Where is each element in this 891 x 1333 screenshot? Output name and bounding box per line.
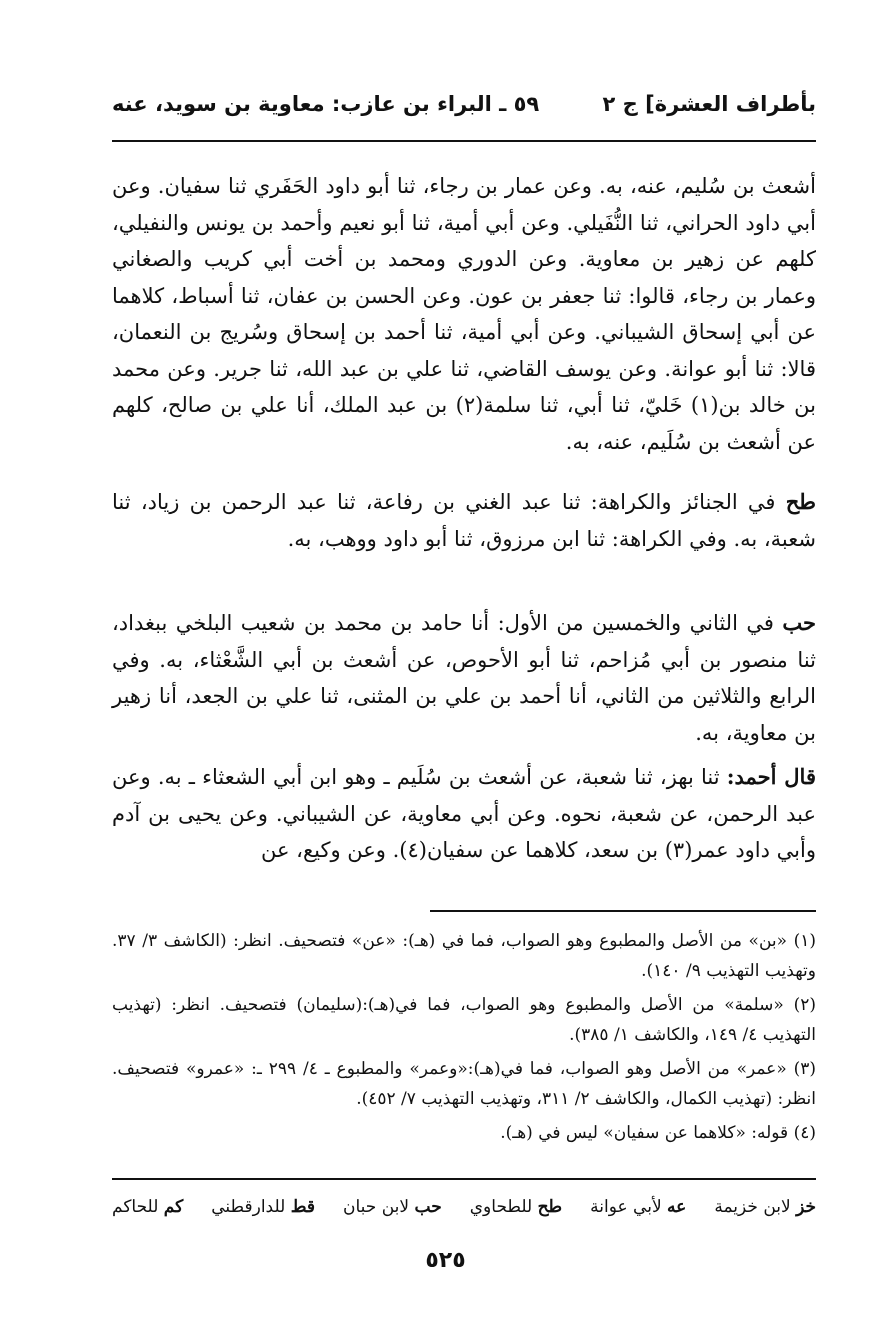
abbreviation-item <box>470 1197 562 1217</box>
paragraph-2 <box>112 484 816 557</box>
abbreviation-item <box>590 1197 686 1217</box>
abbreviation-code: خز <box>796 1197 816 1217</box>
footnote-1: (١) «بن» من الأصل والمطبوع وهو الصواب، فما في (هـ): «عن» فتصحيف. انظر: (الكاشف ٣/ ٣٧. وتهذيب التهذيب ٩/ ١٤٠). <box>112 931 816 981</box>
abbreviation-text: لابن حبان <box>343 1197 415 1217</box>
page-number: ٥٢٥ <box>425 1248 466 1273</box>
paragraph-3-lead: حب <box>782 610 816 635</box>
paragraph-1 <box>112 168 816 460</box>
abbreviation-text: للطحاوي <box>469 1197 538 1217</box>
paragraph-2-text: في الجنائز والكراهة: ثنا عبد الغني بن رفاعة، ثنا عبد الرحمن بن زياد، ثنا شعبة، به. وفي الكراهة: ثنا ابن مرزوق، ثنا أبو داود ووهب، به. <box>112 490 816 551</box>
paragraph-3-text: في الثاني والخمسين من الأول: أنا حامد بن محمد بن شعيب البلخي ببغداد، ثنا منصور بن أبي مُزاحم، ثنا أبو الأحوص، عن أشعث بن أبي الشَّعْثاء، به. وفي الرابع والثلاثين من الثاني، أنا أحمد بن علي بن المثنى، ثنا علي بن الجعد، أنا زهير بن معاوية، به. <box>112 611 816 745</box>
abbreviation-text: لأبي عوانة <box>590 1197 668 1217</box>
main-text <box>112 168 816 869</box>
paragraph-4-lead: قال أحمد: <box>726 764 816 789</box>
footnote-rule <box>430 910 816 912</box>
abbreviation-code: كم <box>163 1197 184 1217</box>
paragraph-4 <box>112 759 816 869</box>
abbreviation-code: عه <box>667 1197 687 1217</box>
abbreviation-text: للحاكم <box>112 1197 164 1217</box>
abbreviation-text: لابن خزيمة <box>714 1197 797 1217</box>
header-book-title: بأطراف العشرة] ج ٢ <box>602 92 816 116</box>
abbreviation-code: حب <box>414 1197 442 1217</box>
abbreviation-item <box>714 1197 816 1217</box>
header-rule <box>112 140 816 142</box>
abbreviation-item <box>112 1197 183 1217</box>
paragraph-2-lead: طح <box>785 489 816 514</box>
running-header <box>112 84 816 124</box>
abbreviation-item <box>343 1197 442 1217</box>
abbreviations-key <box>112 1190 816 1224</box>
abbreviation-code: قط <box>290 1197 315 1217</box>
footnote-3: (٣) «عمر» من الأصل وهو الصواب، فما في(هـ):«وعمر» والمطبوع ـ ٤/ ٢٩٩ ـ: «عمرو» فتصحيف. انظر: (تهذيب الكمال، والكاشف ٢/ ٣١١، وتهذيب التهذيب ٧/ ٤٥٢). <box>112 1059 816 1109</box>
abbreviation-text: للدارقطني <box>211 1197 291 1217</box>
header-chapter-title: ٥٩ ـ البراء بن عازب: معاوية بن سويد، عنه <box>112 92 540 116</box>
footnotes <box>112 926 816 1152</box>
abbreviation-code: طح <box>537 1197 563 1217</box>
abbreviations-rule <box>112 1178 816 1180</box>
paragraph-1-text: أشعث بن سُليم، عنه، به. وعن عمار بن رجاء، ثنا أبو داود الحَفَري ثنا سفيان. وعن أبي داود الحراني، ثنا النُّفَيلي. وعن أبي أمية، ثنا أبو نعيم وأحمد بن يونس والنفيلي، كلهم عن زهير بن معاوية. وعن الدوري ومحمد بن أخت أبي كريب والصغاني وعمار بن رجاء، قالوا: ثنا جعفر بن عون. وعن الحسن بن عفان، ثنا أسباط، كلاهما عن أبي إسحاق الشيباني. وعن أبي أمية، ثنا أحمد بن إسحاق وسُريج بن النعمان، قالا: ثنا أبو عوانة. وعن يوسف القاضي، ثنا علي بن عبد الله، ثنا جرير. وعن محمد بن خالد بن(١) خَليّ، ثنا أبي، ثنا سلمة(٢) بن عبد الملك، أنا علي بن صالح، كلهم عن أشعث بن سُلَيم، عنه، به. <box>112 174 816 454</box>
footnote-2: (٢) «سلمة» من الأصل والمطبوع وهو الصواب، فما في(هـ):(سليمان) فتصحيف. انظر: (تهذيب التهذيب ٤/ ١٤٩، والكاشف ١/ ٣٨٥). <box>112 995 816 1045</box>
paragraph-4-text: ثنا بهز، ثنا شعبة، عن أشعث بن سُلَيم ـ وهو ابن أبي الشعثاء ـ به. وعن عبد الرحمن، عن شعبة، نحوه. وعن أبي معاوية، عن الشيباني. وعن يحيى بن آدم وأبي داود عمر(٣) بن سعد، كلاهما عن سفيان(٤). وعن وكيع، عن <box>112 765 816 862</box>
paragraph-3 <box>112 605 816 751</box>
footnote-4: (٤) قوله: «كلاهما عن سفيان» ليس في (هـ). <box>500 1123 816 1143</box>
abbreviation-item <box>211 1197 315 1217</box>
